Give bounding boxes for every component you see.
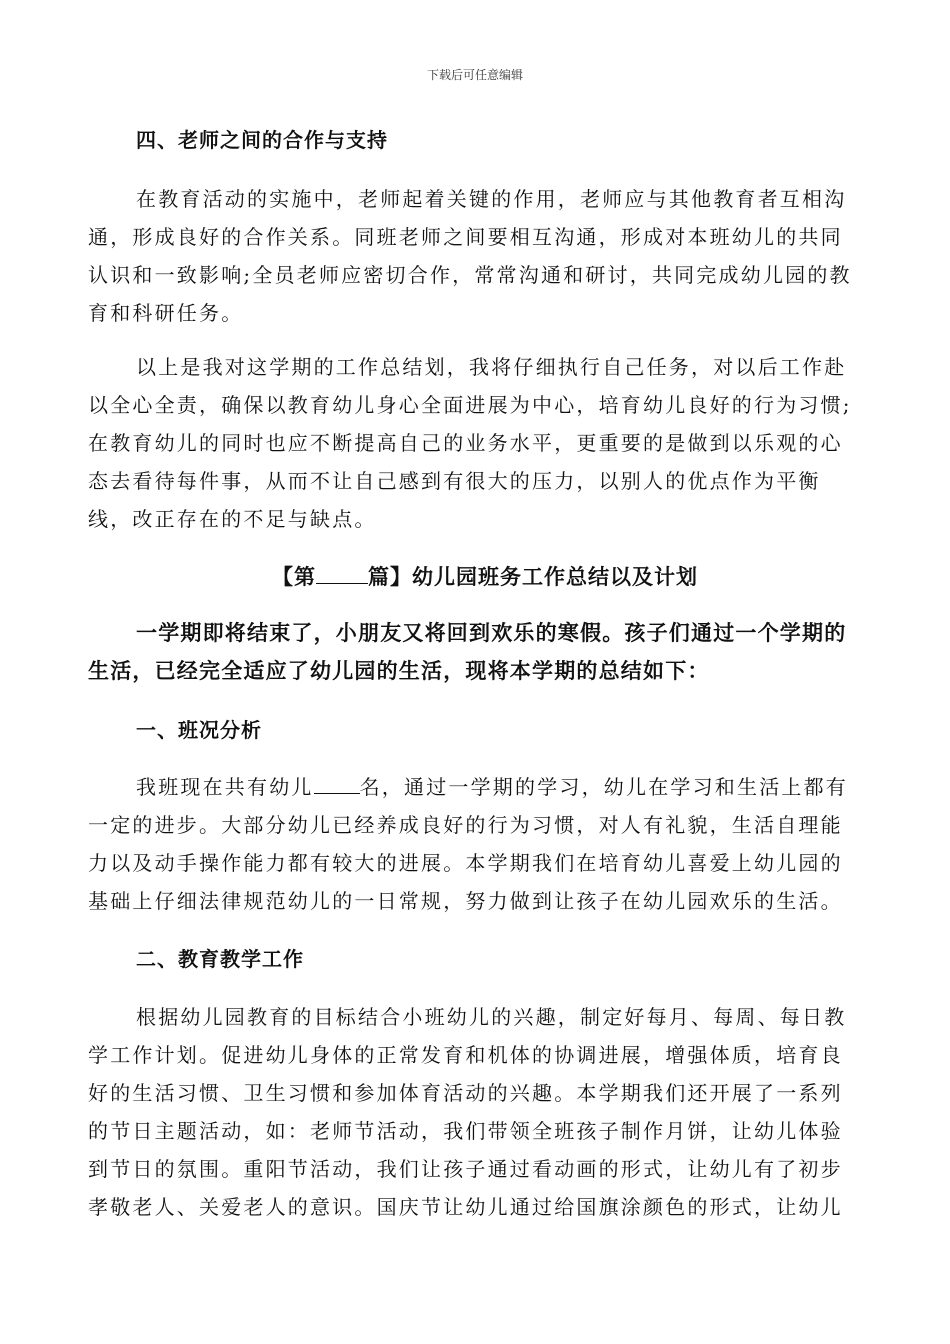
class-analysis-text-after: 名，通过一学期的学习，幼儿在学习和生活上都有一定的进步。大部分幼儿已经养成良好的行为习惯，对人有礼貌，生活自理能力以及动手操作能力都有较大的进展。本学期我们在培育幼儿喜爱上幼儿园的基础上仔细法律规范幼儿的一日常规，努力做到让孩子在幼儿园欢乐的生活。 — [88, 775, 849, 913]
section-heading-teaching: 二、教育教学工作 — [136, 947, 304, 971]
article-title — [272, 561, 950, 591]
paragraph-closing: 以上是我对这学期的工作总结划，我将仔细执行自己任务，对以后工作赴以全心全责，确保以教育幼儿身心全面进展为中心，培育幼儿良好的行为习惯;在教育幼儿的同时也应不断提高自己的业务水平，更重要的是做到以乐观的心态去看待每件事，从而不让自己感到有很大的压力，以别人的优点作为平衡线，改正存在的不足与缺点。 — [88, 355, 852, 531]
paragraph-intro: 一学期即将结束了，小朋友又将回到欢乐的寒假。孩子们通过一个学期的生活，已经完全适应了幼儿园的生活，现将本学期的总结如下： — [88, 620, 847, 683]
section-heading-cooperation: 四、老师之间的合作与支持 — [136, 128, 388, 152]
article-number-blank — [316, 565, 368, 584]
paragraph-cooperation: 在教育活动的实施中，老师起着关键的作用，老师应与其他教育者互相沟通，形成良好的合作关系。同班老师之间要相互沟通，形成对本班幼儿的共同认识和一致影响;全员老师应密切合作，常常沟通和研讨，共同完成幼儿园的教育和科研任务。 — [88, 187, 852, 325]
child-count-blank — [314, 775, 360, 794]
paragraph-class-analysis — [88, 768, 862, 920]
article-title-suffix: 篇】幼儿园班务工作总结以及计划 — [368, 564, 698, 589]
article-title-prefix: 【第 — [272, 564, 316, 589]
section-heading-class-analysis: 一、班况分析 — [136, 718, 262, 742]
header-note: 下载后可任意编辑 — [426, 68, 523, 82]
class-analysis-text-before: 我班现在共有幼儿 — [136, 775, 314, 799]
paragraph-teaching: 根据幼儿园教育的目标结合小班幼儿的兴趣，制定好每月、每周、每日教学工作计划。促进幼儿身体的正常发育和机体的协调进展，增强体质，培育良好的生活习惯、卫生习惯和参加体育活动的兴趣。本学期我们还开展了一系列的节日主题活动，如：老师节活动，我们带领全班孩子制作月饼，让幼儿体验到节日的氛围。重阳节活动，我们让孩子通过看动画的形式，让幼儿有了初步孝敬老人、关爱老人的意识。国庆节让幼儿通过给国旗涂颜色的形式，让幼儿 — [88, 1005, 847, 1219]
